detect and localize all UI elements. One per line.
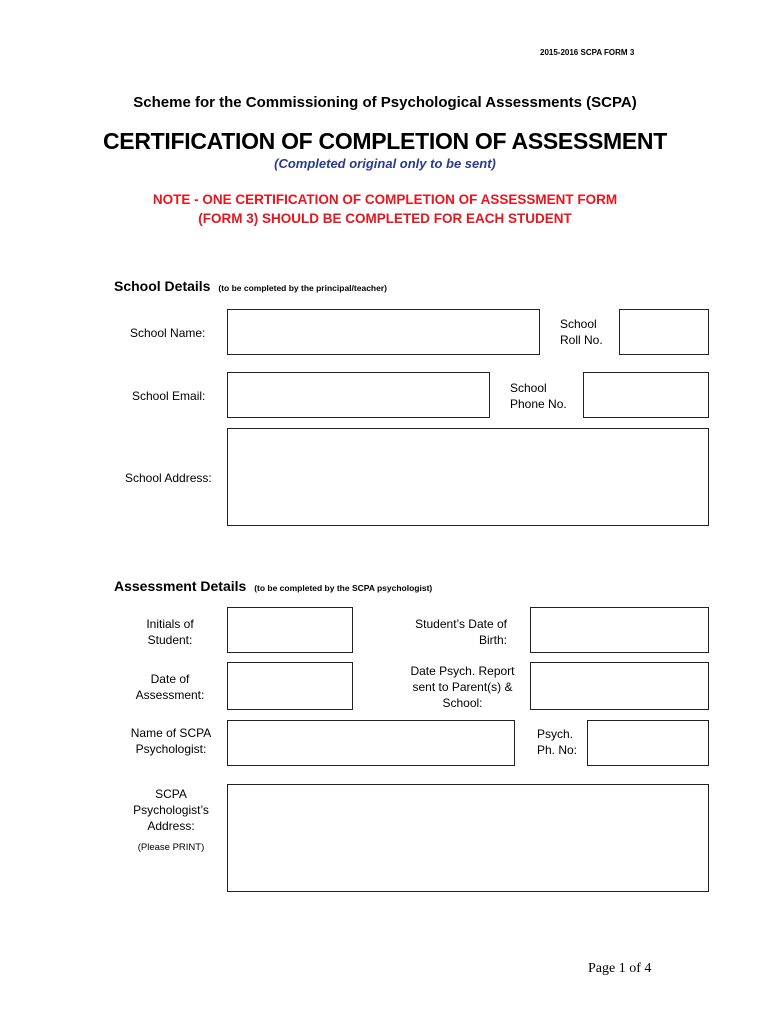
psychologist-phone-label-line2: Ph. No: [537,743,578,757]
dob-label-line1: Student’s Date of [415,617,507,631]
report-date-label [400,663,525,711]
note-line-1: NOTE - ONE CERTIFICATION OF COMPLETION OF ASSESSMENT FORM [152,192,618,207]
dob-label [395,616,507,648]
psychologist-name-label-line1: Name of SCPA [130,726,212,740]
school-phone-field[interactable] [583,372,709,418]
initials-field[interactable] [227,607,353,653]
report-date-field[interactable] [530,662,709,710]
psychologist-phone-field[interactable] [587,720,709,766]
school-details-title: School Details [114,278,211,294]
school-roll-label [560,316,603,348]
report-date-label-line2: sent to Parent(s) & [412,680,513,694]
psychologist-name-label [126,725,216,757]
school-address-field[interactable] [227,428,709,526]
dob-field[interactable] [530,607,709,653]
school-address-label: School Address: [125,471,212,485]
assessment-date-label [130,671,210,703]
school-email-field[interactable] [227,372,490,418]
note-text [0,190,770,228]
dob-label-line2: Birth: [478,633,507,647]
assessment-details-title: Assessment Details [114,578,247,594]
report-date-label-line3: School: [442,696,483,710]
report-date-label-line1: Date Psych. Report [410,664,515,678]
psychologist-name-field[interactable] [227,720,515,766]
assessment-date-field[interactable] [227,662,353,710]
assessment-date-label-line1: Date of [150,672,190,686]
assessment-date-label-line2: Assessment: [135,688,205,702]
psychologist-address-label [126,786,216,856]
school-details-hint: (to be completed by the principal/teacher) [218,283,387,293]
psychologist-address-label-line2: Psychologist’s [133,803,209,817]
psychologist-address-field[interactable] [227,784,709,892]
initials-label [130,616,210,648]
scheme-heading: Scheme for the Commissioning of Psychological Assessments (SCPA) [133,94,637,111]
school-phone-label [510,380,567,412]
school-name-label: School Name: [130,326,206,340]
form-id: 2015-2016 SCPA FORM 3 [540,48,635,57]
school-details-heading [114,278,387,294]
page-number: Page 1 of 4 [588,961,652,976]
note-line-2: (FORM 3) SHOULD BE COMPLETED FOR EACH STUDENT [198,211,572,226]
school-phone-label-line2: Phone No. [510,397,567,411]
psychologist-address-hint: (Please PRINT) [137,842,205,853]
school-email-label: School Email: [132,389,206,403]
initials-label-line1: Initials of [146,617,194,631]
assessment-details-heading [114,578,432,594]
initials-label-line2: Student: [147,633,193,647]
school-name-field[interactable] [227,309,540,355]
school-roll-label-line2: Roll No. [560,333,603,347]
assessment-details-hint: (to be completed by the SCPA psychologist) [254,583,433,593]
psychologist-name-label-line2: Psychologist: [135,742,207,756]
psychologist-address-label-line1: SCPA [155,787,187,801]
school-roll-label-line1: School [560,317,597,331]
page-title: CERTIFICATION OF COMPLETION OF ASSESSMENT [103,128,667,154]
psychologist-phone-label-line1: Psych. [537,727,574,741]
psychologist-address-label-line3: Address: [147,819,195,833]
psychologist-phone-label [537,726,577,758]
school-phone-label-line1: School [510,381,547,395]
school-roll-field[interactable] [619,309,709,355]
page-subtitle: (Completed original only to be sent) [274,156,496,171]
